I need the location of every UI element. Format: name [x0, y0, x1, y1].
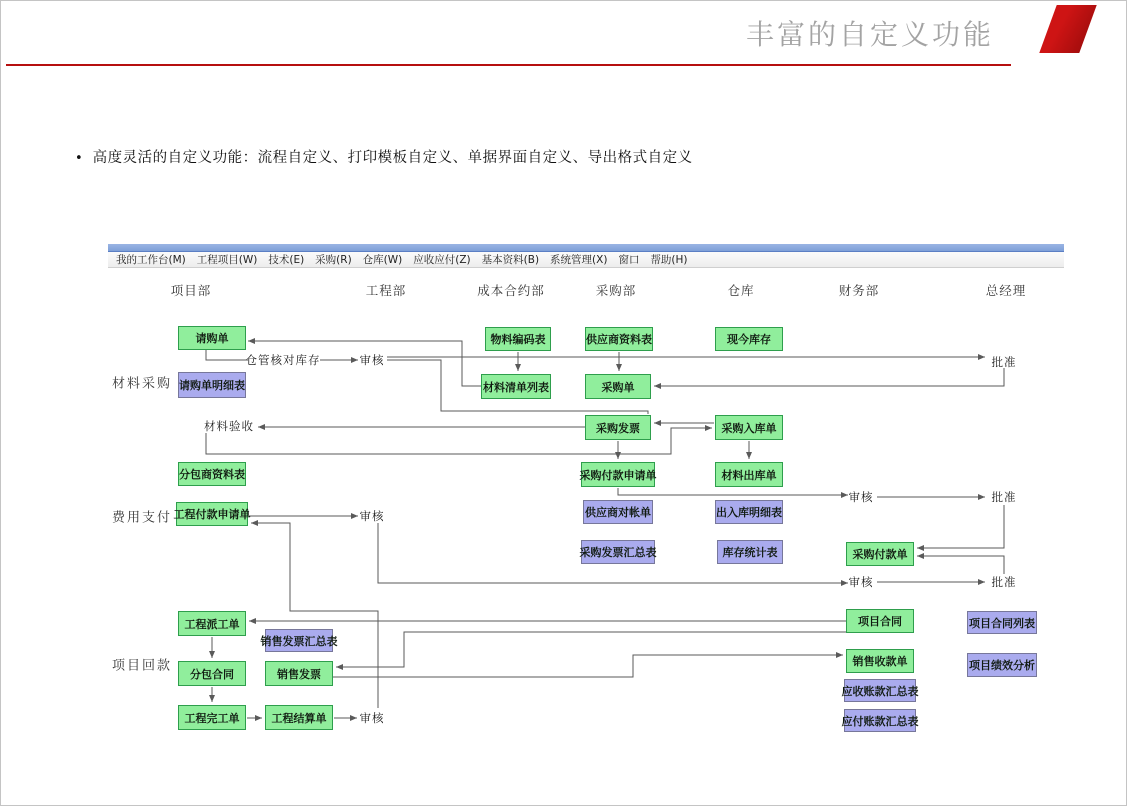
flow-node-xiangmu-jixiao-fenxi: 项目绩效分析 — [967, 653, 1037, 677]
menu-item-8[interactable]: 窗口 — [618, 254, 640, 266]
flow-node-caigou-fapiao: 采购发票 — [585, 415, 651, 440]
flow-node-gongcheng-paigongdan: 工程派工单 — [178, 611, 246, 636]
flow-node-gongyingshang-duizhangdan: 供应商对帐单 — [583, 500, 653, 524]
flow-node-yingfu-zhangkuan-huizongbiao: 应付账款汇总表 — [844, 709, 916, 732]
column-header-6: 总经理 — [985, 283, 1027, 298]
menu-item-4[interactable]: 仓库(W) — [362, 254, 403, 266]
flow-node-cailiao-chukudan: 材料出库单 — [715, 462, 783, 487]
flow-node-xiaoshou-shoukuandan: 销售收款单 — [846, 649, 914, 673]
flow-node-fenbaoshang-ziliaobiao: 分包商资料表 — [178, 462, 246, 486]
menu-item-1[interactable]: 工程项目(W) — [196, 254, 258, 266]
menu-item-3[interactable]: 采购(R) — [315, 254, 352, 266]
flow-label-shenhe-5: 审核 — [359, 711, 385, 725]
bullet-marker: • — [75, 151, 83, 166]
flow-label-pizhun-1: 批准 — [991, 355, 1017, 369]
column-header-2: 成本合约部 — [477, 283, 545, 298]
flow-label-cangguan-hedui-kucun: 仓管核对库存 — [245, 353, 321, 367]
flow-label-pizhun-3: 批准 — [991, 575, 1017, 589]
column-header-1: 工程部 — [365, 283, 407, 298]
column-header-0: 项目部 — [170, 283, 212, 298]
flow-diagram — [108, 268, 1064, 784]
flow-node-gongyingshang-ziliaobiao: 供应商资料表 — [585, 327, 653, 351]
window-titlebar — [108, 244, 1064, 252]
page-title: 丰富的自定义功能 — [745, 18, 994, 51]
flow-node-caigou-fukuandan: 采购付款单 — [846, 542, 914, 566]
menu-item-6[interactable]: 基本资料(B) — [481, 254, 540, 266]
menu-item-2[interactable]: 技术(E) — [268, 254, 305, 266]
column-header-5: 财务部 — [838, 283, 880, 298]
flow-node-xiaoshou-fapiao: 销售发票 — [265, 661, 333, 686]
flow-node-yingshou-zhangkuan-huizongbiao: 应收账款汇总表 — [844, 679, 916, 702]
row-label-0: 材料采购 — [112, 376, 173, 392]
flow-label-cailiao-yanshou: 材料验收 — [204, 419, 254, 433]
flow-node-churuku-mingxibiao: 出入库明细表 — [715, 500, 783, 524]
flow-node-gongcheng-wangongdan: 工程完工单 — [178, 705, 246, 730]
flow-label-shenhe-1: 审核 — [359, 353, 385, 367]
flow-label-shenhe-2: 审核 — [359, 509, 385, 523]
flow-node-xianjin-kucun: 现今库存 — [715, 327, 783, 351]
column-header-3: 采购部 — [595, 283, 637, 298]
menu-item-5[interactable]: 应收应付(Z) — [413, 254, 471, 266]
flow-node-caigoufukuan-shenqingdan: 采购付款申请单 — [581, 462, 655, 487]
row-label-1: 费用支付 — [112, 510, 173, 526]
flow-node-wuliao-bianmabiao: 物料编码表 — [485, 327, 551, 351]
bullet-row — [75, 149, 693, 168]
flow-node-caigoufapiao-huizongbiao: 采购发票汇总表 — [581, 540, 655, 564]
flow-node-gongchengfukuan-shenqingdan: 工程付款申请单 — [176, 502, 248, 526]
flow-label-shenhe-3: 审核 — [848, 490, 874, 504]
flow-node-xiaoshoufapiao-huizongbiao: 销售发票汇总表 — [265, 629, 333, 652]
flow-node-caigou-rukudan: 采购入库单 — [715, 415, 783, 440]
flow-node-xiangmu-hetong: 项目合同 — [846, 609, 914, 633]
menu-item-9[interactable]: 帮助(H) — [650, 254, 688, 266]
flow-node-qinggoudan: 请购单 — [178, 326, 246, 350]
flow-label-shenhe-4: 审核 — [848, 575, 874, 589]
bullet-text: 高度灵活的自定义功能：流程自定义、打印模板自定义、单据界面自定义、导出格式自定义 — [92, 150, 693, 166]
flow-node-cailiao-qingdan-liebiao: 材料清单列表 — [481, 374, 551, 399]
menu-item-7[interactable]: 系统管理(X) — [550, 254, 608, 266]
flow-node-gongcheng-jiesuandan: 工程结算单 — [265, 705, 333, 730]
menu-item-0[interactable]: 我的工作台(M) — [116, 254, 186, 266]
red-parallelogram-decoration — [1039, 5, 1096, 53]
column-header-4: 仓库 — [727, 283, 755, 298]
title-underline — [6, 64, 1011, 66]
flow-node-kucun-tongjibiao: 库存统计表 — [717, 540, 783, 564]
flow-node-fenbao-hetong: 分包合同 — [178, 661, 246, 686]
flow-node-caigoudan: 采购单 — [585, 374, 651, 399]
flow-label-pizhun-2: 批准 — [991, 490, 1017, 504]
flow-node-qinggoudan-mingxibiao: 请购单明细表 — [178, 372, 246, 398]
row-label-2: 项目回款 — [112, 658, 173, 674]
flow-node-xiangmu-hetong-liebiao: 项目合同列表 — [967, 611, 1037, 634]
menu-bar — [108, 252, 1064, 268]
app-window — [108, 244, 1064, 784]
